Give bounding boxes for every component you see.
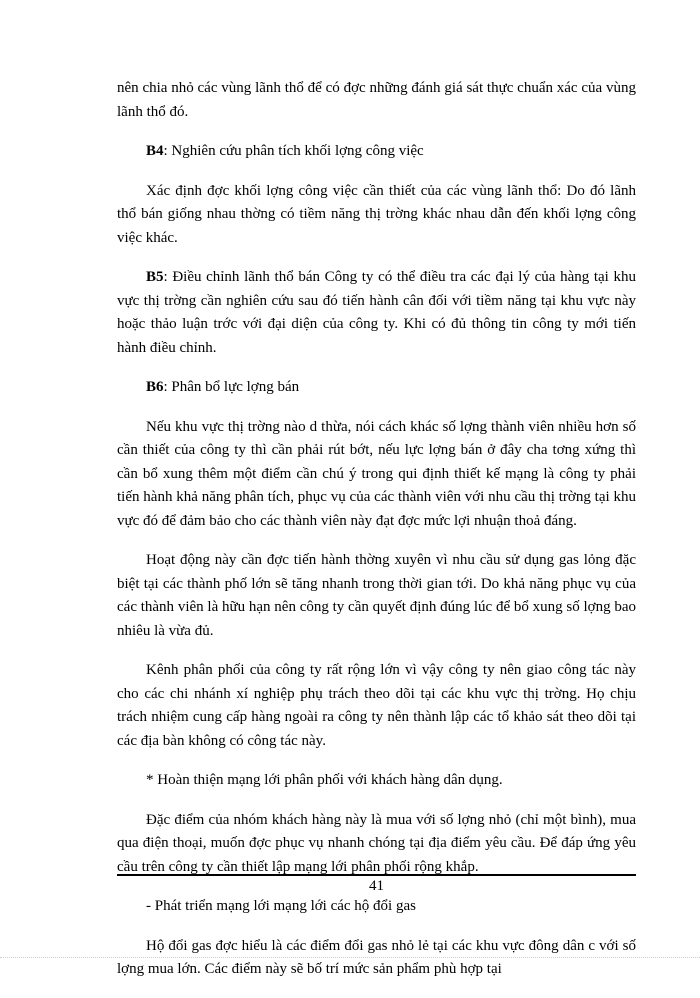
page-number: 41 xyxy=(369,878,384,894)
paragraph-9: * Hoàn thiện mạng lới phân phối với khách hàng dân dụng. xyxy=(146,772,503,788)
step-label-b5: B5 xyxy=(146,269,164,285)
paragraph-11: - Phát triển mạng lới mạng lới các hộ đổi gas xyxy=(146,898,416,914)
paragraph-step-b5: B5: Điều chỉnh lãnh thổ bán Công ty có thể điều tra các đại lý của hàng tại khu vực thị trờng cần nghiên cứu sau đó tiến hành cân đối với tiềm năng tại khu vực này hoặc thảo luận trớc với đại diện của công ty. Khi có đủ thông tin công ty mới tiến hành điều chỉnh. xyxy=(117,269,636,356)
step-label-b4: B4 xyxy=(146,143,164,159)
paragraph-step-b4: B4: Nghiên cứu phân tích khối lợng công việc xyxy=(146,143,424,159)
document-body xyxy=(117,77,636,998)
paragraph-1: nên chia nhỏ các vùng lãnh thổ để có đợc những đánh giá sát thực chuẩn xác của vùng lãnh thổ đó. xyxy=(117,80,636,120)
paragraph-12: Hộ đổi gas đợc hiểu là các điểm đổi gas nhỏ lẻ tại các khu vực đông dân c với số lợng mua lớn. Các điểm này sẽ bố trí mức sản phẩm phù hợp tại xyxy=(117,937,636,977)
footer-rule xyxy=(117,874,636,876)
step-label-b6: B6 xyxy=(146,379,164,395)
paragraph-8: Kênh phân phối của công ty rất rộng lớn vì vậy công ty nên giao công tác này cho các chi nhánh xí nghiệp phụ trách theo dõi tại các khu vực thị trờng. Họ chịu trách nhiệm cung cấp hàng ngoài ra công ty nên thành lập các tổ khảo sát theo dõi tại các địa bàn không có công tác này. xyxy=(117,662,636,749)
paragraph-7: Hoạt động này cần đợc tiến hành thờng xuyên vì nhu cầu sử dụng gas lỏng đặc biệt tại các thành phố lớn sẽ tăng nhanh trong thời gian tới. Do khả năng phục vụ của các thành viên là hữu hạn nên công ty cần quyết định đúng lúc để bổ xung số lợng bao nhiêu là vừa đủ. xyxy=(117,552,636,639)
paragraph-step-b6: B6: Phân bổ lực lợng bán xyxy=(146,379,300,395)
page-edge-divider xyxy=(0,957,700,958)
paragraph-3: Xác định đợc khối lợng công việc cần thiết của các vùng lãnh thổ: Do đó lãnh thổ bán giống nhau thờng có tiềm năng thị trờng khác nhau dẫn đến khối lợng công việc khác. xyxy=(117,182,636,246)
paragraph-6: Nếu khu vực thị trờng nào d thừa, nói cách khác số lợng thành viên nhiều hơn số cần thiết của công ty thì cần phải rút bớt, nếu lực lợng bán ở đây cha tơng xứng thì cần bổ xung thêm một điểm cần chú ý trong qui định thiết kế mạng là công ty phải tiến hành khả năng phân tích, phục vụ của các thành viên với nhu cầu thị trờng tại khu vực đó để đảm bảo cho các thành viên này đạt đợc mức lợi nhuận thoả đáng. xyxy=(117,418,636,529)
paragraph-10: Đặc điểm của nhóm khách hàng này là mua với số lợng nhỏ (chỉ một bình), mua qua điện thoại, muốn đợc phục vụ nhanh chóng tại địa điểm yêu cầu. Để đáp ứng yêu cầu trên công ty cần thiết lập mạng lới phân phối rộng khắp. xyxy=(117,811,636,875)
